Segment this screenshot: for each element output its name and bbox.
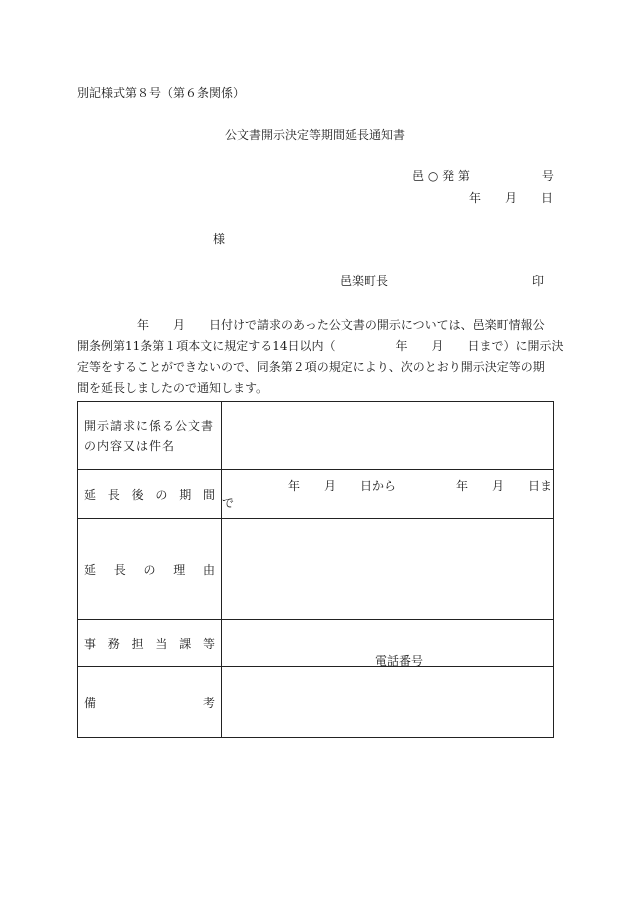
document-title: 公文書開示決定等期間延長通知書 [225,128,406,142]
form-identifier: 別記様式第８号（第６条関係） [77,86,246,100]
table-row-period [78,470,554,519]
reference-date: 年 月 日 [469,191,554,205]
label-char: 担 [131,636,144,651]
label-char: 延 [84,562,97,577]
label-char: 備 [84,695,97,710]
period-label-cell [78,470,222,519]
label-char: 事 [84,636,97,651]
label-char: 課 [179,636,192,651]
notice-body [77,315,564,399]
label-char: 務 [107,636,120,651]
notes-value-cell[interactable] [222,667,554,738]
period-value-cell[interactable] [222,470,554,519]
body-line: 定等をすることができないので、同条第２項の規定により、次のとおり開示決定等の期 [77,360,545,374]
reason-label-cell [78,519,222,620]
label-char: 後 [131,487,144,502]
subject-label: 開示請求に係る公文書の内容又は件名 [84,418,215,453]
period-label [84,486,215,503]
table-row-department [78,620,554,667]
notice-form-table [77,401,554,738]
reason-label [84,561,215,578]
label-char: 間 [202,487,215,502]
label-char: 長 [107,487,120,502]
phone-number-label: 電話番号 [375,654,424,668]
department-label [84,635,215,652]
body-line: 開条例第11条第１項本文に規定する14日以内（ 年 月 日まで）に開示決 [77,339,564,353]
period-value: 年 月 日から 年 月 日まで [222,479,553,510]
label-char: 由 [202,562,215,577]
reason-value-cell[interactable] [222,519,554,620]
reference-number: 邑 ○ 発 第 号 [412,169,554,183]
sender-name-seal: 邑楽町長 印 [340,274,545,288]
subject-value-cell[interactable] [222,402,554,470]
label-char: 考 [202,695,215,710]
subject-label-cell [78,402,222,470]
label-char: 当 [155,636,168,651]
label-char: 長 [113,562,126,577]
table-row-subject [78,402,554,470]
addressee-honorific: 様 [213,232,226,246]
table-row-reason [78,519,554,620]
label-char: の [155,487,168,502]
notes-label [84,694,215,711]
department-value-cell[interactable] [222,620,554,667]
body-line: 年 月 日付けで請求のあった公文書の開示については、邑楽町情報公 [77,318,545,332]
label-char: 理 [173,562,186,577]
body-line: 間を延長しましたので通知します。 [77,381,269,395]
notes-label-cell [78,667,222,738]
label-char: 等 [202,636,215,651]
department-label-cell [78,620,222,667]
label-char: 延 [84,487,97,502]
table-row-notes [78,667,554,738]
label-char: 期 [179,487,192,502]
label-char: の [143,562,156,577]
